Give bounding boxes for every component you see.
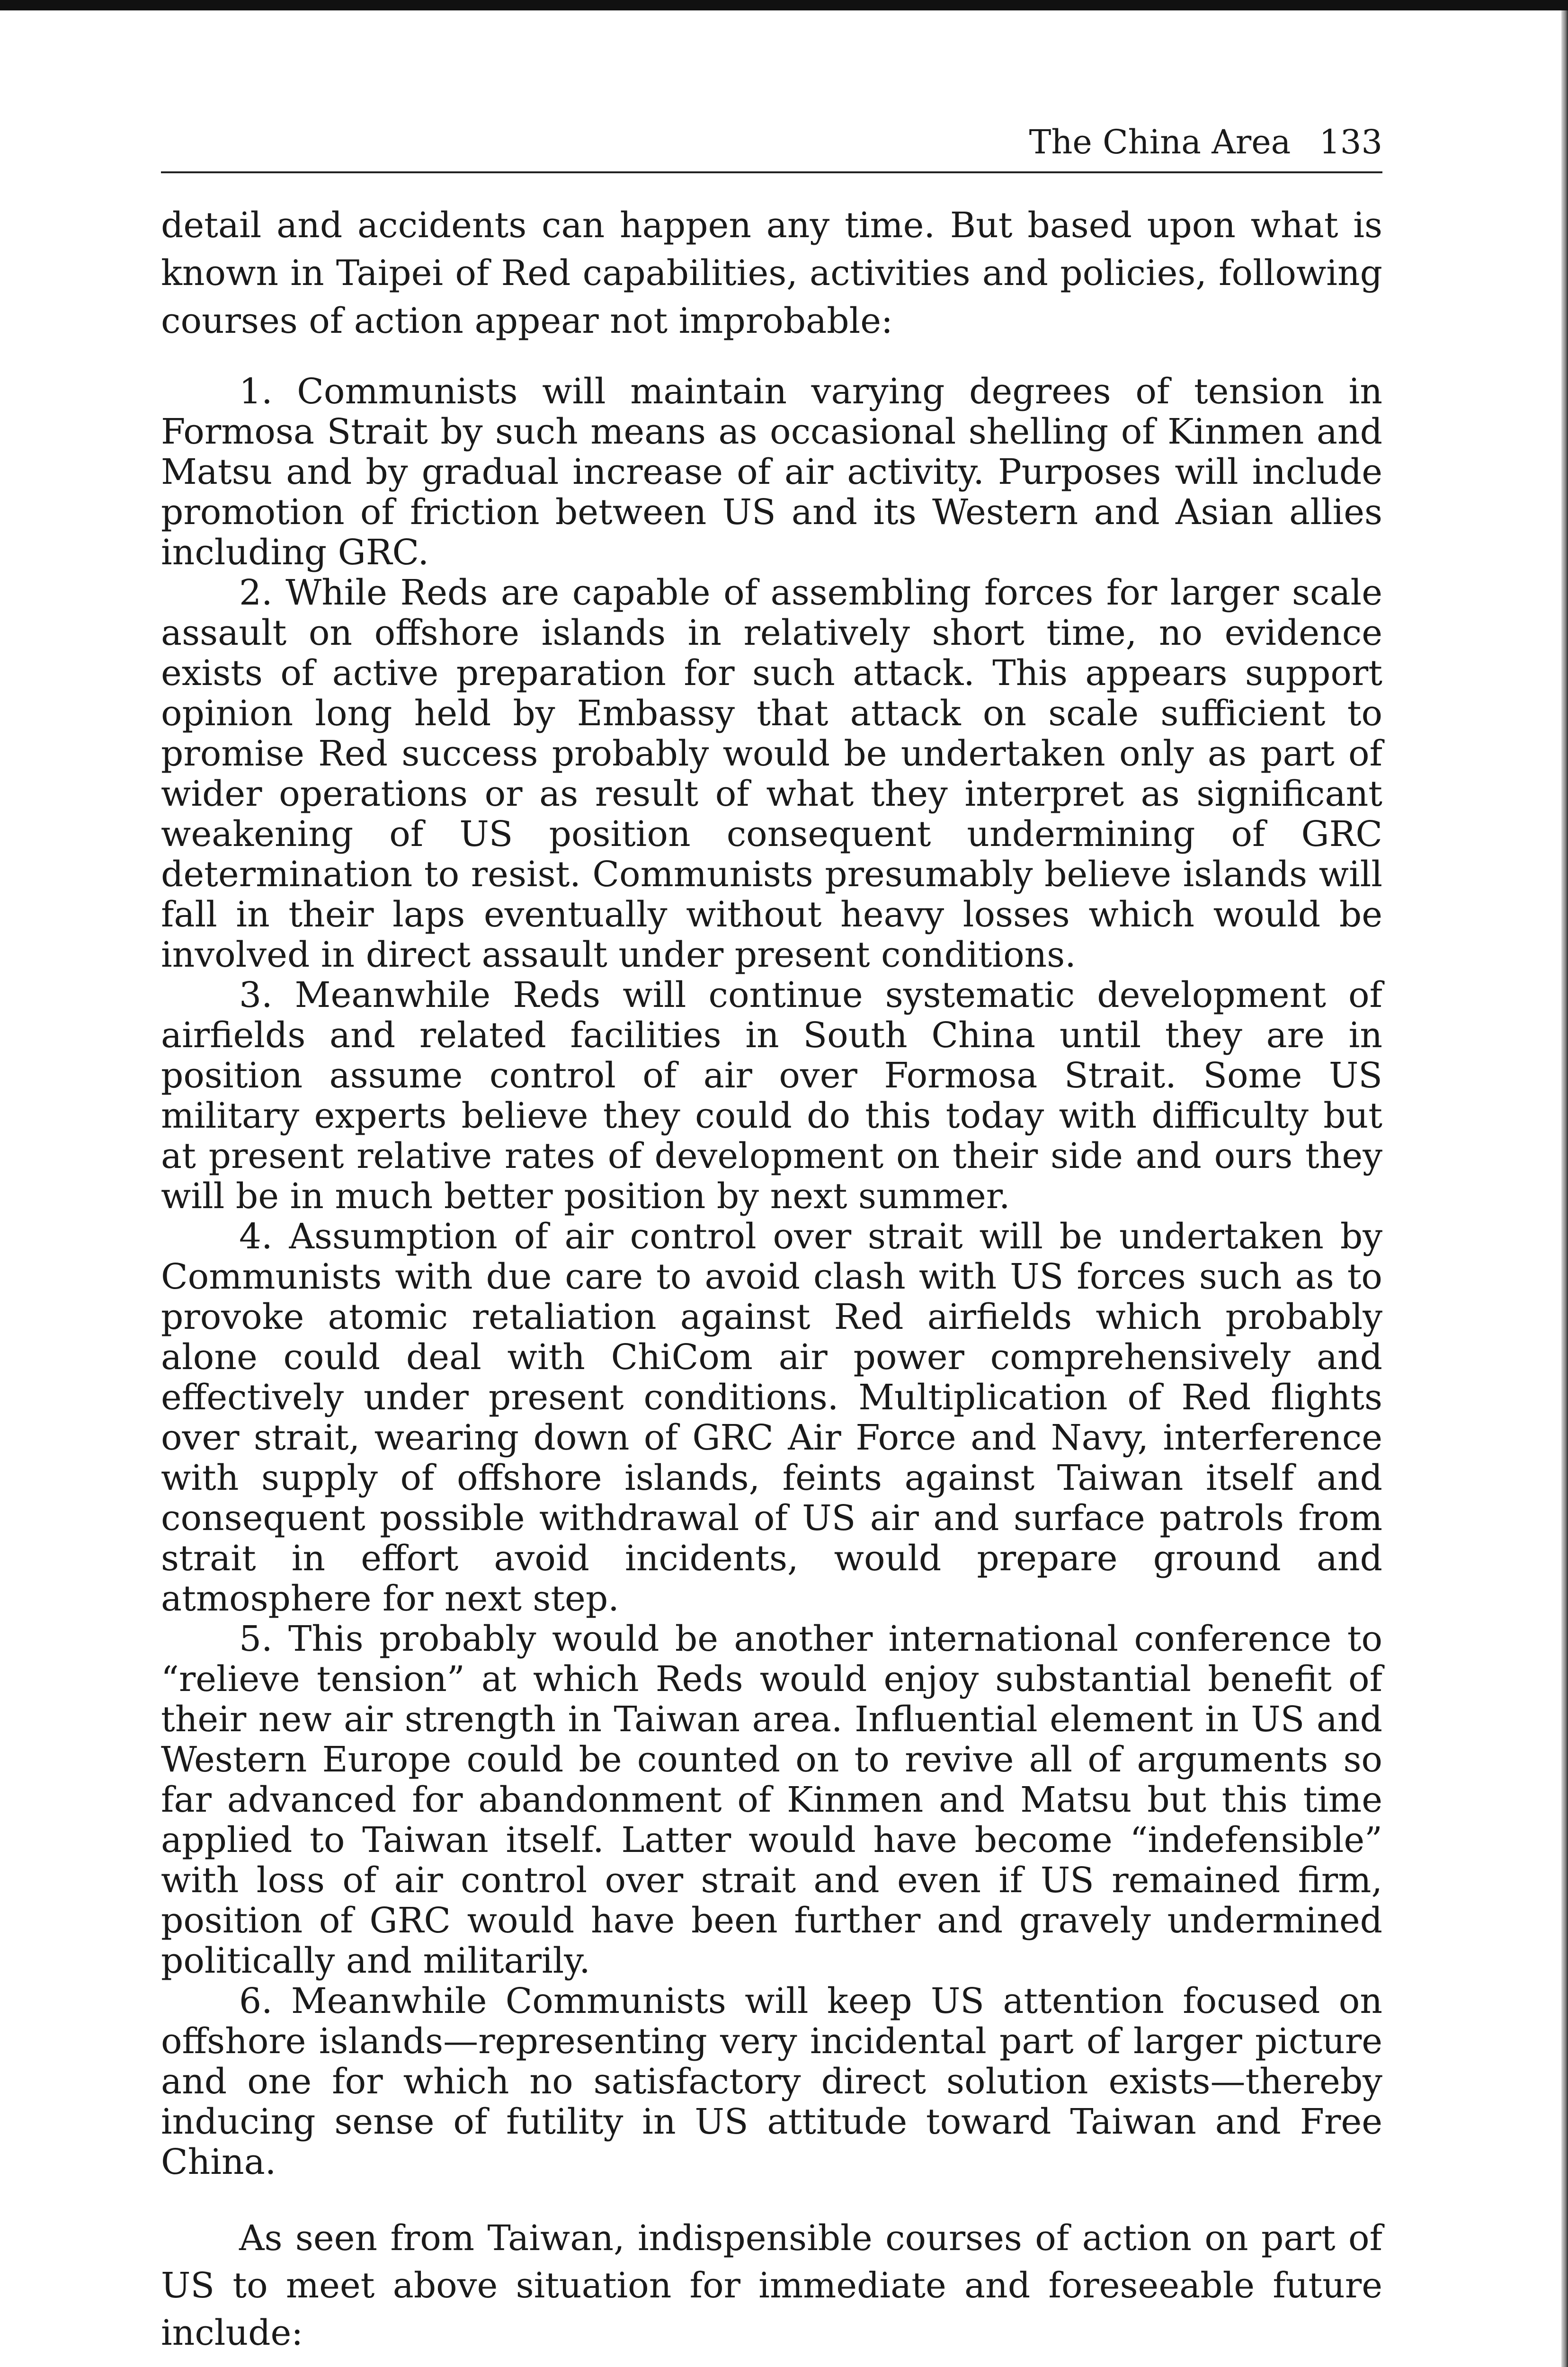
scan-top-border [0,0,1568,10]
list-item-5: 5. This probably would be another international conference to “relieve tension” at which Reds would enjoy substantial benefit of their new air strength in Taiwan area. Influential element in US and Western Europe could be counted on to revive all of arguments so far advanced for abandonment of Kinmen and Matsu but this time applied to Taiwan itself. Latter would have become “indefensible” with loss of air control over strait and even if US remained firm, position of GRC would have been further and gravely undermined politically and militarily. [161,1619,1382,1981]
running-header [161,118,1382,173]
page-number: 133 [1319,123,1382,161]
list-item-3: 3. Meanwhile Reds will continue systematic development of airfields and related facilities in South China until they are in position assume control of air over Formosa Strait. Some US military experts believe they could do this today with difficulty but at present relative rates of development on their side and ours they will be in much better position by next summer. [161,975,1382,1217]
list-item-6: 6. Meanwhile Communists will keep US attention focused on offshore islands—representing very incidental part of larger picture and one for which no satisfactory direct solution exists—thereby inducing sense of futility in US attitude toward Taiwan and Free China. [161,1981,1382,2182]
scan-right-border [1561,10,1568,2367]
closing-paragraph [161,2215,1382,2357]
list-item-4: 4. Assumption of air control over strait will be undertaken by Communists with due care to avoid clash with US forces such as to provoke atomic retaliation against Red airfields which probably alone could deal with ChiCom air power comprehensively and effectively under present conditions. Multiplication of Red flights over strait, wearing down of GRC Air Force and Navy, interference with supply of offshore islands, feints against Taiwan itself and consequent possible withdrawal of US air and surface patrols from strait in effort avoid incidents, would prepare ground and atmosphere for next step. [161,1216,1382,1619]
running-title: The China Area [1029,123,1291,161]
document-page [161,118,1382,2357]
list-item-1: 1. Communists will maintain varying degrees of tension in Formosa Strait by such means as occasional shelling of Kinmen and Matsu and by gradual increase of air activity. Purposes will include promotion of friction between US and its Western and Asian allies including GRC. [161,371,1382,573]
numbered-list [161,372,1382,2182]
intro-text: detail and accidents can happen any time. But based upon what is known in Taipei of Red capabilities, activities and policies, following courses of action appear not improbable: [161,205,1382,341]
intro-paragraph [161,202,1382,345]
closing-text: As seen from Taiwan, indispensible courses of action on part of US to meet above situation for immediate and foreseeable future include: [161,2218,1382,2353]
list-item-2: 2. While Reds are capable of assembling forces for larger scale assault on offshore islands in relatively short time, no evidence exists of active preparation for such attack. This appears support opinion long held by Embassy that attack on scale sufficient to promise Red success probably would be undertaken only as part of wider operations or as result of what they interpret as significant weakening of US position consequent undermining of GRC determination to resist. Communists presumably believe islands will fall in their laps eventually without heavy losses which would be involved in direct assault under present conditions. [161,572,1382,975]
